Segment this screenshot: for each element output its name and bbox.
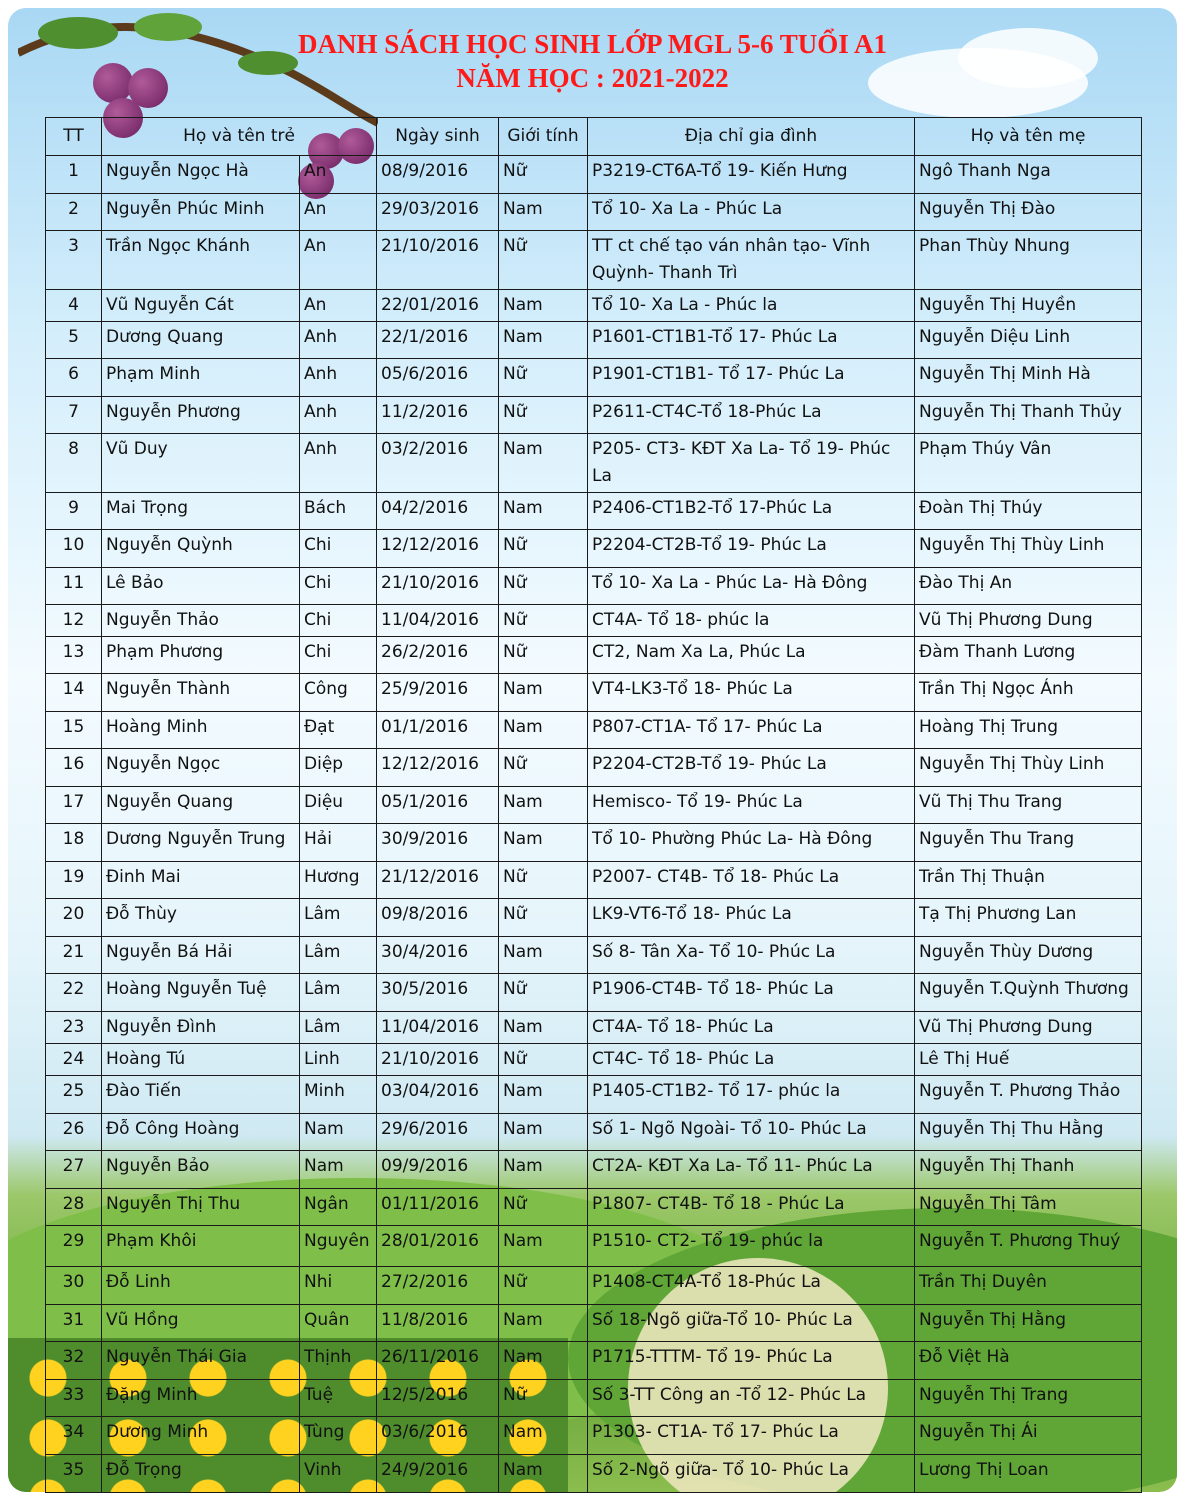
header-tt: TT: [46, 118, 102, 156]
cell-address: P2611-CT4C-Tổ 18-Phúc La: [588, 397, 915, 434]
student-table: [45, 117, 1142, 1493]
cell-mother: Hoàng Thị Trung: [915, 712, 1142, 749]
cell-address: Số 2-Ngõ giữa- Tổ 10- Phúc La: [588, 1455, 915, 1493]
table-row: [46, 1417, 1142, 1455]
cell-address: CT4A- Tổ 18- Phúc La: [588, 1012, 915, 1044]
cell-first: Anh: [300, 322, 377, 359]
cell-mother: Lương Thị Loan: [915, 1455, 1142, 1493]
cell-mother: Nguyễn T.Quỳnh Thương: [915, 974, 1142, 1012]
cell-last: Đinh Mai: [102, 862, 300, 899]
cell-tt: 14: [46, 674, 102, 712]
cell-tt: 19: [46, 862, 102, 899]
table-row: [46, 899, 1142, 937]
cell-first: Thịnh: [300, 1342, 377, 1380]
cell-tt: 11: [46, 568, 102, 605]
cell-tt: 28: [46, 1189, 102, 1226]
cell-address: P2204-CT2B-Tổ 19- Phúc La: [588, 749, 915, 787]
cell-dob: 03/04/2016: [377, 1076, 499, 1114]
cell-dob: 05/6/2016: [377, 359, 499, 397]
cell-dob: 26/11/2016: [377, 1342, 499, 1380]
cell-address: P205- CT3- KĐT Xa La- Tổ 19- Phúc La: [588, 434, 915, 493]
cell-dob: 11/04/2016: [377, 1012, 499, 1044]
cell-last: Nguyễn Quỳnh: [102, 530, 300, 568]
cell-dob: 11/8/2016: [377, 1305, 499, 1342]
cell-first: Nhi: [300, 1267, 377, 1305]
cell-last: Nguyễn Phúc Minh: [102, 194, 300, 231]
cell-dob: 27/2/2016: [377, 1267, 499, 1305]
cell-gender: Nữ: [499, 359, 588, 397]
cell-last: Hoàng Minh: [102, 712, 300, 749]
cell-gender: Nam: [499, 1342, 588, 1380]
table-row: [46, 434, 1142, 493]
cell-address: VT4-LK3-Tổ 18- Phúc La: [588, 674, 915, 712]
cell-tt: 5: [46, 322, 102, 359]
cell-address: Số 8- Tân Xa- Tổ 10- Phúc La: [588, 937, 915, 974]
table-row: [46, 493, 1142, 530]
cell-tt: 2: [46, 194, 102, 231]
cell-first: Lâm: [300, 899, 377, 937]
cell-address: CT4C- Tổ 18- Phúc La: [588, 1044, 915, 1076]
cell-mother: Nguyễn Thị Thanh: [915, 1151, 1142, 1189]
cell-dob: 03/2/2016: [377, 434, 499, 493]
cell-gender: Nữ: [499, 974, 588, 1012]
cell-first: Lâm: [300, 974, 377, 1012]
cell-tt: 33: [46, 1380, 102, 1417]
cell-last: Nguyễn Quang: [102, 787, 300, 824]
cell-last: Nguyễn Phương: [102, 397, 300, 434]
cell-tt: 26: [46, 1114, 102, 1151]
header-dob: Ngày sinh: [377, 118, 499, 156]
table-row: [46, 1151, 1142, 1189]
cell-dob: 04/2/2016: [377, 493, 499, 530]
cell-last: Nguyễn Bảo: [102, 1151, 300, 1189]
cell-address: Số 1- Ngõ Ngoài- Tổ 10- Phúc La: [588, 1114, 915, 1151]
table-row: [46, 637, 1142, 674]
cell-gender: Nam: [499, 322, 588, 359]
cell-gender: Nam: [499, 1012, 588, 1044]
cell-mother: Nguyễn Thị Trang: [915, 1380, 1142, 1417]
cell-first: Nguyên: [300, 1226, 377, 1267]
cell-address: Tổ 10- Xa La - Phúc la: [588, 290, 915, 322]
cell-dob: 26/2/2016: [377, 637, 499, 674]
cell-dob: 29/6/2016: [377, 1114, 499, 1151]
cell-tt: 34: [46, 1417, 102, 1455]
cell-mother: Vũ Thị Phương Dung: [915, 1012, 1142, 1044]
cell-gender: Nam: [499, 1305, 588, 1342]
cell-first: An: [300, 194, 377, 231]
cell-last: Dương Nguyễn Trung: [102, 824, 300, 862]
cell-address: LK9-VT6-Tổ 18- Phúc La: [588, 899, 915, 937]
header-mother: Họ và tên mẹ: [915, 118, 1142, 156]
cell-last: Lê Bảo: [102, 568, 300, 605]
cell-mother: Ngô Thanh Nga: [915, 156, 1142, 194]
table-row: [46, 974, 1142, 1012]
cell-gender: Nam: [499, 493, 588, 530]
cell-gender: Nữ: [499, 1380, 588, 1417]
cell-tt: 25: [46, 1076, 102, 1114]
cell-mother: Nguyễn Thị Minh Hà: [915, 359, 1142, 397]
table-row: [46, 674, 1142, 712]
header-address: Địa chỉ gia đình: [588, 118, 915, 156]
cell-dob: 11/04/2016: [377, 605, 499, 637]
cell-last: Nguyễn Thành: [102, 674, 300, 712]
cell-dob: 21/10/2016: [377, 568, 499, 605]
cell-mother: Đào Thị An: [915, 568, 1142, 605]
cell-first: Nam: [300, 1151, 377, 1189]
table-row: [46, 787, 1142, 824]
cell-mother: Đỗ Việt Hà: [915, 1342, 1142, 1380]
cell-last: Đỗ Trọng: [102, 1455, 300, 1493]
cell-last: Nguyễn Ngọc Hà: [102, 156, 300, 194]
cell-tt: 20: [46, 899, 102, 937]
cell-gender: Nữ: [499, 568, 588, 605]
cell-tt: 30: [46, 1267, 102, 1305]
table-row: [46, 1342, 1142, 1380]
cell-mother: Nguyễn Thùy Dương: [915, 937, 1142, 974]
cell-last: Vũ Duy: [102, 434, 300, 493]
cell-first: Chi: [300, 637, 377, 674]
cell-gender: Nữ: [499, 749, 588, 787]
cell-address: CT4A- Tổ 18- phúc la: [588, 605, 915, 637]
cell-first: Chi: [300, 530, 377, 568]
cell-last: Nguyễn Thị Thu: [102, 1189, 300, 1226]
page-title: DANH SÁCH HỌC SINH LỚP MGL 5-6 TUỔI A1: [297, 29, 888, 59]
table-row: [46, 1076, 1142, 1114]
cell-first: Anh: [300, 359, 377, 397]
cell-first: Bách: [300, 493, 377, 530]
cell-first: Minh: [300, 1076, 377, 1114]
table-row: [46, 1044, 1142, 1076]
cell-last: Hoàng Tú: [102, 1044, 300, 1076]
cell-tt: 22: [46, 974, 102, 1012]
cell-address: Tổ 10- Xa La - Phúc La- Hà Đông: [588, 568, 915, 605]
cell-gender: Nữ: [499, 899, 588, 937]
cell-dob: 11/2/2016: [377, 397, 499, 434]
cell-last: Nguyễn Thảo: [102, 605, 300, 637]
cell-mother: Nguyễn Thị Đào: [915, 194, 1142, 231]
cell-gender: Nữ: [499, 1044, 588, 1076]
cell-dob: 25/9/2016: [377, 674, 499, 712]
cell-last: Đào Tiến: [102, 1076, 300, 1114]
cell-dob: 12/12/2016: [377, 530, 499, 568]
cell-mother: Vũ Thị Thu Trang: [915, 787, 1142, 824]
cell-dob: 28/01/2016: [377, 1226, 499, 1267]
cell-last: Mai Trọng: [102, 493, 300, 530]
table-row: [46, 824, 1142, 862]
cell-gender: Nữ: [499, 637, 588, 674]
cell-last: Phạm Khôi: [102, 1226, 300, 1267]
cell-tt: 6: [46, 359, 102, 397]
cell-address: Số 18-Ngõ giữa-Tổ 10- Phúc La: [588, 1305, 915, 1342]
cell-last: Vũ Nguyễn Cát: [102, 290, 300, 322]
cell-address: P1601-CT1B1-Tổ 17- Phúc La: [588, 322, 915, 359]
table-row: [46, 862, 1142, 899]
cell-mother: Trần Thị Thuận: [915, 862, 1142, 899]
cell-last: Trần Ngọc Khánh: [102, 231, 300, 290]
cell-gender: Nam: [499, 824, 588, 862]
cell-gender: Nữ: [499, 1189, 588, 1226]
table-row: [46, 1189, 1142, 1226]
cell-first: Tuệ: [300, 1380, 377, 1417]
table-row: [46, 1267, 1142, 1305]
table-row: [46, 194, 1142, 231]
cell-address: P1807- CT4B- Tổ 18 - Phúc La: [588, 1189, 915, 1226]
cell-mother: Nguyễn Thị Hằng: [915, 1305, 1142, 1342]
table-row: [46, 156, 1142, 194]
cell-last: Nguyễn Bá Hải: [102, 937, 300, 974]
cell-first: Chi: [300, 568, 377, 605]
cell-gender: Nữ: [499, 397, 588, 434]
table-row: [46, 359, 1142, 397]
cell-gender: Nam: [499, 1455, 588, 1493]
cell-dob: 30/4/2016: [377, 937, 499, 974]
cell-first: An: [300, 231, 377, 290]
cell-address: P1408-CT4A-Tổ 18-Phúc La: [588, 1267, 915, 1305]
cell-first: Diệu: [300, 787, 377, 824]
cell-address: P1715-TTTM- Tổ 19- Phúc La: [588, 1342, 915, 1380]
cell-first: Đạt: [300, 712, 377, 749]
cell-tt: 10: [46, 530, 102, 568]
cell-address: Tổ 10- Phường Phúc La- Hà Đông: [588, 824, 915, 862]
cell-last: Đỗ Linh: [102, 1267, 300, 1305]
cell-tt: 8: [46, 434, 102, 493]
cell-mother: Nguyễn Thị Tâm: [915, 1189, 1142, 1226]
cell-address: P1510- CT2- Tổ 19- phúc la: [588, 1226, 915, 1267]
cell-gender: Nam: [499, 937, 588, 974]
cell-first: Hương: [300, 862, 377, 899]
cell-mother: Trần Thị Ngọc Ánh: [915, 674, 1142, 712]
cell-address: P3219-CT6A-Tổ 19- Kiến Hưng: [588, 156, 915, 194]
cell-address: P2007- CT4B- Tổ 18- Phúc La: [588, 862, 915, 899]
cell-gender: Nam: [499, 434, 588, 493]
school-year: NĂM HỌC : 2021-2022: [456, 63, 729, 93]
cell-dob: 08/9/2016: [377, 156, 499, 194]
cell-dob: 24/9/2016: [377, 1455, 499, 1493]
cell-address: Số 3-TT Công an -Tổ 12- Phúc La: [588, 1380, 915, 1417]
cell-dob: 21/10/2016: [377, 231, 499, 290]
cell-tt: 21: [46, 937, 102, 974]
cell-dob: 09/9/2016: [377, 1151, 499, 1189]
cell-first: Lâm: [300, 937, 377, 974]
cell-dob: 22/01/2016: [377, 290, 499, 322]
cell-address: Hemisco- Tổ 19- Phúc La: [588, 787, 915, 824]
table-row: [46, 568, 1142, 605]
cell-tt: 27: [46, 1151, 102, 1189]
table-row: [46, 937, 1142, 974]
cell-address: P2406-CT1B2-Tổ 17-Phúc La: [588, 493, 915, 530]
cell-mother: Nguyễn Thị Thanh Thủy: [915, 397, 1142, 434]
cell-tt: 15: [46, 712, 102, 749]
cell-gender: Nam: [499, 1076, 588, 1114]
cell-first: Anh: [300, 434, 377, 493]
cell-tt: 24: [46, 1044, 102, 1076]
cell-gender: Nam: [499, 1114, 588, 1151]
header-name: Họ và tên trẻ: [102, 118, 377, 156]
table-row: [46, 322, 1142, 359]
cell-address: Tổ 10- Xa La - Phúc La: [588, 194, 915, 231]
cell-mother: Trần Thị Duyên: [915, 1267, 1142, 1305]
cell-first: Vinh: [300, 1455, 377, 1493]
cell-gender: Nam: [499, 290, 588, 322]
cell-tt: 32: [46, 1342, 102, 1380]
cell-last: Đỗ Công Hoàng: [102, 1114, 300, 1151]
cell-gender: Nam: [499, 712, 588, 749]
table-row: [46, 749, 1142, 787]
table-row: [46, 1305, 1142, 1342]
cell-first: Quân: [300, 1305, 377, 1342]
cell-mother: Nguyễn Thị Thu Hằng: [915, 1114, 1142, 1151]
cell-dob: 01/1/2016: [377, 712, 499, 749]
cell-dob: 21/12/2016: [377, 862, 499, 899]
cell-mother: Nguyễn Thu Trang: [915, 824, 1142, 862]
cell-tt: 17: [46, 787, 102, 824]
cell-address: P2204-CT2B-Tổ 19- Phúc La: [588, 530, 915, 568]
cell-first: Ngân: [300, 1189, 377, 1226]
cell-dob: 29/03/2016: [377, 194, 499, 231]
cell-address: P1901-CT1B1- Tổ 17- Phúc La: [588, 359, 915, 397]
cell-mother: Vũ Thị Phương Dung: [915, 605, 1142, 637]
cell-last: Nguyễn Thái Gia: [102, 1342, 300, 1380]
cell-gender: Nam: [499, 1226, 588, 1267]
table-row: [46, 1380, 1142, 1417]
cell-gender: Nữ: [499, 231, 588, 290]
cell-gender: Nữ: [499, 1267, 588, 1305]
table-row: [46, 231, 1142, 290]
cell-address: P1906-CT4B- Tổ 18- Phúc La: [588, 974, 915, 1012]
cell-first: Công: [300, 674, 377, 712]
cell-address: P1303- CT1A- Tổ 17- Phúc La: [588, 1417, 915, 1455]
cell-tt: 35: [46, 1455, 102, 1493]
cell-first: Hải: [300, 824, 377, 862]
cell-last: Đặng Minh: [102, 1380, 300, 1417]
table-row: [46, 1012, 1142, 1044]
cell-mother: Nguyễn Diệu Linh: [915, 322, 1142, 359]
cell-tt: 13: [46, 637, 102, 674]
cell-gender: Nữ: [499, 530, 588, 568]
cell-last: Phạm Phương: [102, 637, 300, 674]
cell-last: Nguyễn Đình: [102, 1012, 300, 1044]
cell-address: P807-CT1A- Tổ 17- Phúc La: [588, 712, 915, 749]
cell-first: Nam: [300, 1114, 377, 1151]
cell-mother: Đoàn Thị Thúy: [915, 493, 1142, 530]
cell-last: Dương Quang: [102, 322, 300, 359]
cell-dob: 01/11/2016: [377, 1189, 499, 1226]
table-row: [46, 530, 1142, 568]
cell-gender: Nữ: [499, 862, 588, 899]
cell-mother: Nguyễn T. Phương Thảo: [915, 1076, 1142, 1114]
cell-gender: Nam: [499, 1417, 588, 1455]
table-row: [46, 397, 1142, 434]
cell-tt: 7: [46, 397, 102, 434]
cell-dob: 22/1/2016: [377, 322, 499, 359]
cell-tt: 1: [46, 156, 102, 194]
cell-tt: 16: [46, 749, 102, 787]
cell-tt: 9: [46, 493, 102, 530]
cell-mother: Nguyễn T. Phương Thuý: [915, 1226, 1142, 1267]
cell-mother: Nguyễn Thị Ái: [915, 1417, 1142, 1455]
cell-gender: Nam: [499, 787, 588, 824]
cell-last: Hoàng Nguyễn Tuệ: [102, 974, 300, 1012]
cell-dob: 03/6/2016: [377, 1417, 499, 1455]
cell-gender: Nữ: [499, 156, 588, 194]
cell-address: CT2A- KĐT Xa La- Tổ 11- Phúc La: [588, 1151, 915, 1189]
table-row: [46, 1455, 1142, 1493]
table-row: [46, 290, 1142, 322]
cell-dob: 30/5/2016: [377, 974, 499, 1012]
header-gender: Giới tính: [499, 118, 588, 156]
cell-address: CT2, Nam Xa La, Phúc La: [588, 637, 915, 674]
cell-mother: Đàm Thanh Lương: [915, 637, 1142, 674]
cell-last: Phạm Minh: [102, 359, 300, 397]
cell-first: Chi: [300, 605, 377, 637]
cell-dob: 12/12/2016: [377, 749, 499, 787]
cell-dob: 05/1/2016: [377, 787, 499, 824]
cell-mother: Nguyễn Thị Thùy Linh: [915, 530, 1142, 568]
cell-mother: Phạm Thúy Vân: [915, 434, 1142, 493]
cell-tt: 31: [46, 1305, 102, 1342]
cell-tt: 29: [46, 1226, 102, 1267]
cell-last: Vũ Hồng: [102, 1305, 300, 1342]
cell-tt: 23: [46, 1012, 102, 1044]
cell-first: An: [300, 290, 377, 322]
cell-address: P1405-CT1B2- Tổ 17- phúc la: [588, 1076, 915, 1114]
cell-gender: Nam: [499, 1151, 588, 1189]
cell-tt: 12: [46, 605, 102, 637]
cell-last: Dương Minh: [102, 1417, 300, 1455]
cell-dob: 30/9/2016: [377, 824, 499, 862]
cell-mother: Lê Thị Huế: [915, 1044, 1142, 1076]
table-header-row: [46, 118, 1142, 156]
cell-address: TT ct chế tạo ván nhân tạo- Vĩnh Quỳnh- Thanh Trì: [588, 231, 915, 290]
table-row: [46, 605, 1142, 637]
cell-first: Anh: [300, 397, 377, 434]
cell-gender: Nữ: [499, 605, 588, 637]
cell-first: Tùng: [300, 1417, 377, 1455]
cell-mother: Tạ Thị Phương Lan: [915, 899, 1142, 937]
cell-dob: 09/8/2016: [377, 899, 499, 937]
table-row: [46, 712, 1142, 749]
table-row: [46, 1226, 1142, 1267]
cell-dob: 12/5/2016: [377, 1380, 499, 1417]
cell-dob: 21/10/2016: [377, 1044, 499, 1076]
cell-tt: 3: [46, 231, 102, 290]
cell-first: An: [300, 156, 377, 194]
cell-last: Đỗ Thùy: [102, 899, 300, 937]
cell-mother: Nguyễn Thị Thùy Linh: [915, 749, 1142, 787]
cell-tt: 4: [46, 290, 102, 322]
cell-first: Linh: [300, 1044, 377, 1076]
cell-first: Diệp: [300, 749, 377, 787]
cell-first: Lâm: [300, 1012, 377, 1044]
cell-gender: Nam: [499, 674, 588, 712]
cell-mother: Nguyễn Thị Huyền: [915, 290, 1142, 322]
cell-gender: Nam: [499, 194, 588, 231]
cell-last: Nguyễn Ngọc: [102, 749, 300, 787]
cell-tt: 18: [46, 824, 102, 862]
table-row: [46, 1114, 1142, 1151]
cell-mother: Phan Thùy Nhung: [915, 231, 1142, 290]
